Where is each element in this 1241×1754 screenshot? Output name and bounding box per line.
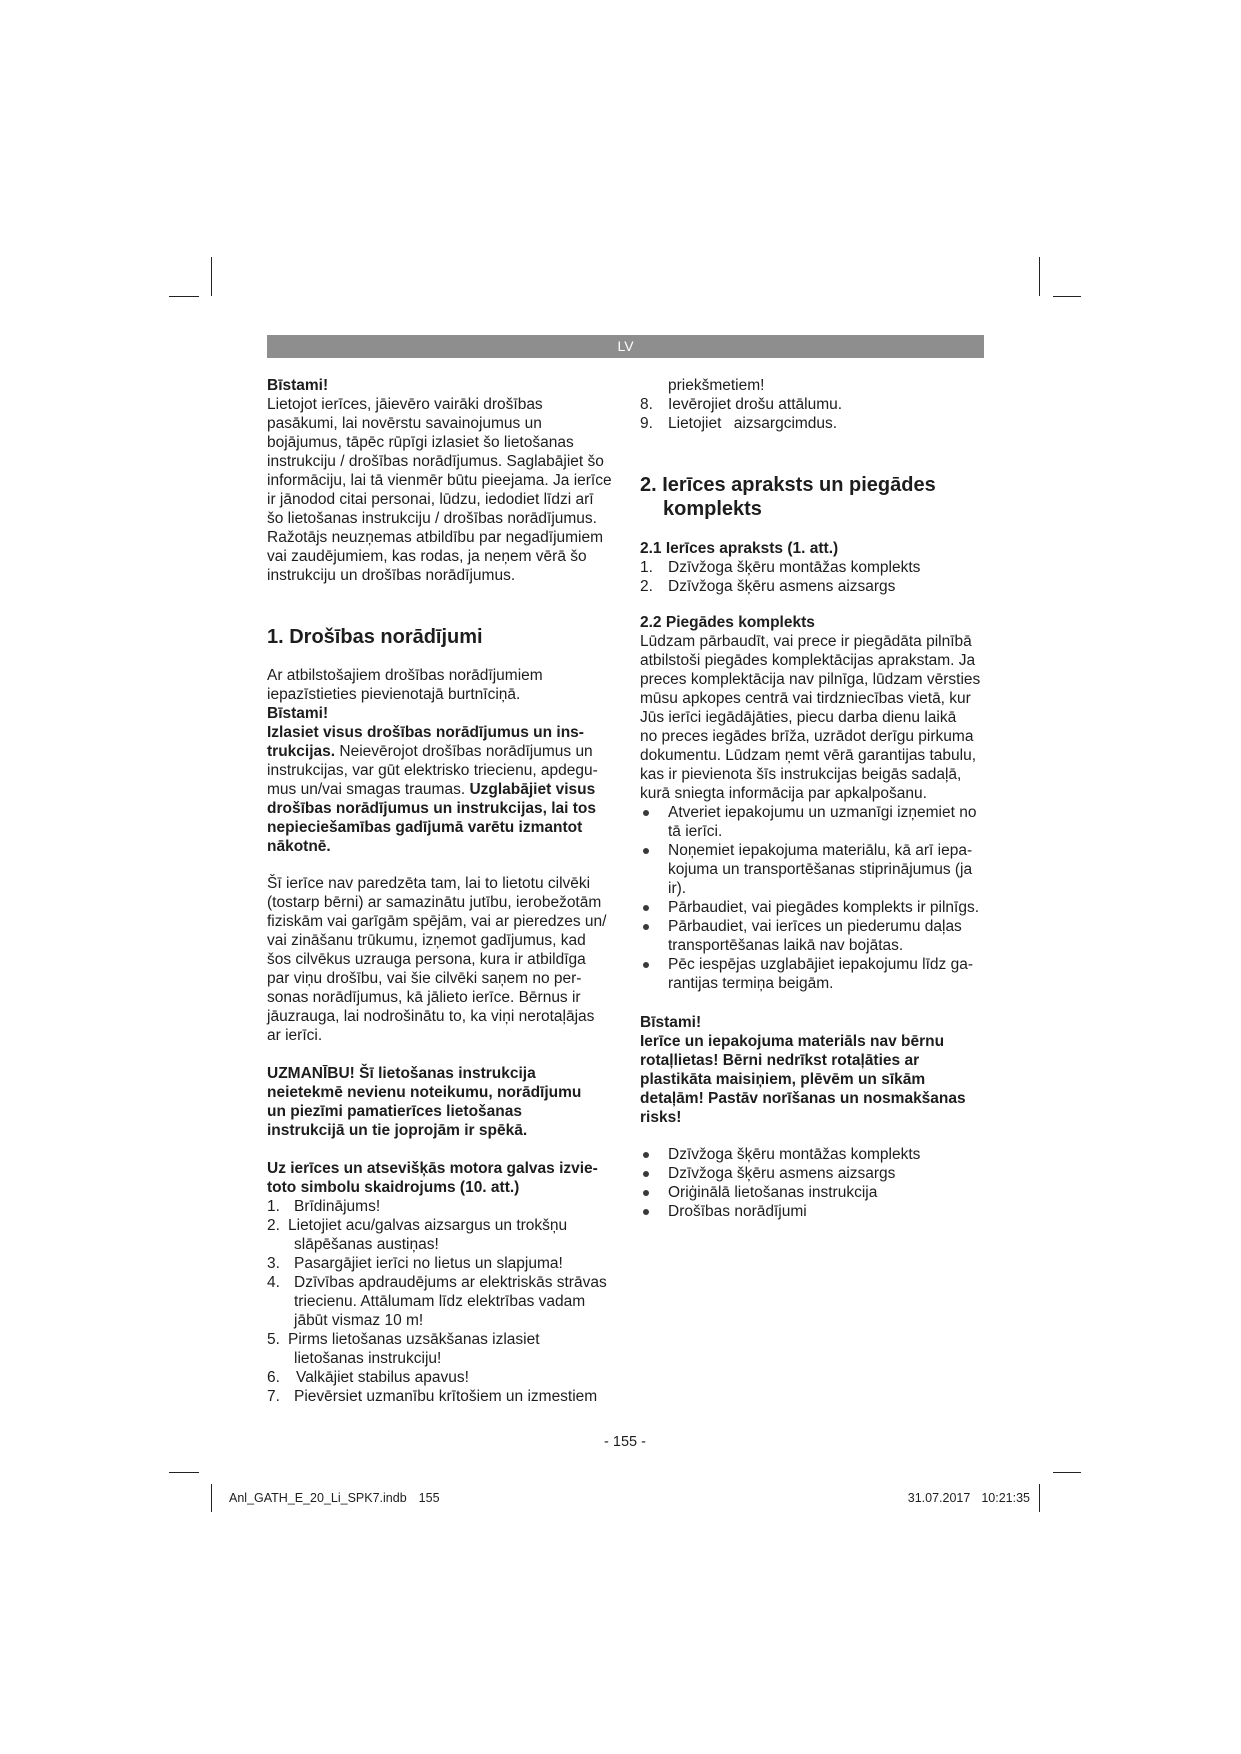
list-item [640,414,984,433]
list-number: 7. [267,1388,280,1405]
text-line: fiziskām vai garīgām spējām, vai ar pieredzes un/ [267,913,607,930]
list-number: 2. [640,578,653,595]
crop-mark-bottom-left-horizontal [169,1472,199,1473]
symbols-title: Uz ierīces un atsevišķās motora galvas izvie- [267,1160,598,1177]
warning-title: Bīstami! [267,705,329,722]
crop-mark-top-right-horizontal [1053,296,1081,297]
list-number: 1. [267,1198,280,1215]
list-item [640,558,984,577]
bold-text: Uzglabājiet visus [469,781,596,798]
page-number: - 155 - [604,1434,646,1450]
bullet-text-continued: rantijas termiņa beigām. [668,975,834,992]
text-line: ir jānodod citai personai, lūdzu, iedodiet līdzi arī [267,491,594,508]
list-number: 5. [267,1331,280,1348]
text-line: vai zaudējumiem, kas rodas, ja neņem vērā šo [267,548,587,565]
text-line: atbilstoši piegādes komplektācijas aprakstam. Ja [640,652,976,669]
print-date: 31.07.2017 [907,1491,971,1505]
list-text: Lietojiet acu/galvas aizsargus un trokšņu [288,1217,568,1234]
text-line: Jūs ierīci iegādājāties, piecu darba dienu laikā [640,709,957,726]
attention-paragraph [267,1064,617,1140]
list-text: Valkājiet stabilus apavus! [296,1369,469,1386]
bullet-text-continued: tā ierīci. [668,823,723,840]
list-text: Brīdinājums! [294,1198,381,1215]
list-text-continued: slāpēšanas austiņas! [294,1236,439,1253]
device-description [640,539,984,596]
text-line: (tostarp bērni) ar samazinātu jutību, ierobežotām [267,894,602,911]
list-item [267,1216,617,1235]
text-line: detaļām! Pastāv norīšanas un nosmakšanas [640,1090,966,1107]
crop-mark-top-left-horizontal [169,296,199,297]
bullet-text-continued: ir). [668,880,687,897]
bullet-text: Pārbaudiet, vai ierīces un piederumu daļas [668,918,962,935]
bullet-text: Dzīvžoga šķēru montāžas komplekts [668,1146,921,1163]
text-line: Ierīce un iepakojuma materiāls nav bērnu [640,1033,945,1050]
crop-mark-bottom-right-horizontal [1053,1472,1081,1473]
bullet-text: Noņemiet iepakojuma materiālu, kā arī iepa- [668,842,973,859]
text-line: ar ierīci. [267,1027,323,1044]
list-number: 3. [267,1255,280,1272]
bullet-item [640,803,984,822]
list-text: Pievērsiet uzmanību krītošiem un izmestiem [294,1388,598,1405]
bullet-text: Atveriet iepakojumu un uzmanīgi izņemiet no [668,804,977,821]
bold-text: trukcijas. [267,743,336,760]
list-text-continued: triecienu. Attālumam līdz elektrības vadam [294,1293,586,1310]
section-heading: 1. Drošības norādījumi [267,626,483,648]
list-text: Ievērojiet drošu attālumu. [668,396,843,413]
text-line: bojājumus, tāpēc rūpīgi izlasiet šo lietošanas [267,434,574,451]
section-heading [640,473,984,521]
list-item [640,395,984,414]
bullet-text: Drošības norādījumi [668,1203,807,1220]
text-line: mūsu apkopes centrā vai tirdzniecības vietā, kur [640,690,971,707]
subsection-title: 2.1 Ierīces apraksts (1. att.) [640,540,839,557]
bullet-icon [643,962,649,968]
text-line: Ar atbilstošajiem drošības norādījumiem [267,667,543,684]
subsection-title: 2.2 Piegādes komplekts [640,614,815,631]
list-item [640,577,984,596]
text-line: sonas norādījumus, kā jālieto ierīce. Bērnus ir [267,989,581,1006]
text-line: rotaļlietas! Bērni nedrīkst rotaļāties ar [640,1052,920,1069]
bullet-text: Pēc iespējas uzglabājiet iepakojumu līdz ga- [668,956,974,973]
text-line: un piezīmi pamatierīces lietošanas [267,1103,522,1120]
list-text: Dzīvžoga šķēru asmens aizsargs [668,578,896,595]
text-line: informāciju, lai tā vienmēr būtu pieejama. Ja ierīce [267,472,612,489]
text-line: drošības norādījumus un instrukcijas, lai tos [267,800,597,817]
text-line: šo lietošanas instrukciju / drošības norādījumus. [267,510,597,527]
list-text: Pasargājiet ierīci no lietus un slapjuma! [294,1255,563,1272]
text-line: par viņu drošību, vai šie cilvēki saņem no per- [267,970,582,987]
text-line: instrukciju / drošības norādījumus. Saglabājiet šo [267,453,604,470]
crop-mark-bottom-left-vertical [211,1484,212,1512]
symbols-title: toto simbolu skaidrojums (10. att.) [267,1179,520,1196]
text-line: preces komplektācija nav pilnīga, lūdzam vērsties [640,671,981,688]
text-line: no preces iegādes brīža, uzrādot derīgu pirkuma [640,728,974,745]
bullet-icon [643,848,649,854]
list-item [267,1368,617,1387]
list-item [267,1387,617,1406]
scope-of-delivery [640,613,984,993]
text-line: nākotnē. [267,838,331,855]
bullet-icon [643,810,649,816]
text-line: pasākumi, lai novērstu savainojumus un [267,415,542,432]
bullet-text-continued: kojuma un transportēšanas stiprinājumus (ja [668,861,973,878]
text-line: instrukciju un drošības norādījumus. [267,567,516,584]
text-line: kas ir pievienota šīs instrukcijas beigās sadaļā, [640,766,962,783]
list-text-continued: jābūt vismaz 10 m! [294,1312,424,1329]
bullet-item [640,1202,984,1221]
text-line: UZMANĪBU! Šī lietošanas instrukcija [267,1065,536,1082]
bullet-item [640,1183,984,1202]
bullet-item [640,898,984,917]
warning-title: Bīstami! [267,377,329,394]
text-line: jāuzrauga, lai nodrošinātu to, ka viņi nerotaļājas [267,1008,595,1025]
text-line: nepieciešamības gadījumā varētu izmantot [267,819,583,836]
text-line: kurā sniegta informācija par apkalpošanu. [640,785,927,802]
bullet-item [640,1164,984,1183]
text-line: vai zināšanu trūkumu, izņemot gadījumus, kad [267,932,586,949]
bullet-text: Pārbaudiet, vai piegādes komplekts ir pilnīgs. [668,899,980,916]
bullet-icon [643,924,649,930]
text-line: Lūdzam pārbaudīt, vai prece ir piegādāta pilnībā [640,633,972,650]
text-line: Lietojot ierīces, jāievēro vairāki drošības [267,396,543,413]
text-line [267,742,617,761]
text-line: instrukcijas, var gūt elektrisko triecienu, apdegu- [267,762,598,779]
warning-title: Bīstami! [640,1014,702,1031]
text-line: Izlasiet visus drošības norādījumus un ins- [267,724,584,741]
bullet-text: Dzīvžoga šķēru asmens aizsargs [668,1165,896,1182]
list-number: 1. [640,559,653,576]
text-line: Ražotājs neuzņemas atbildību par negadījumiem [267,529,604,546]
children-notice-paragraph [267,874,617,1045]
list-number: 9. [640,415,653,432]
bullet-icon [643,1190,649,1196]
package-contents-list [640,1145,984,1221]
text-line: dokumentu. Lūdzam ņemt vērā garantijas tabulu, [640,747,977,764]
symbols-explanation [267,1159,617,1406]
list-number: 8. [640,396,653,413]
symbols-explanation-continued [640,376,984,433]
bullet-item [640,917,984,936]
list-text-continued: priekšmetiem! [668,377,765,394]
normal-text: Neievērojot drošības norādījumus un [339,743,593,760]
text-line: instrukcijā un tie joprojām ir spēkā. [267,1122,528,1139]
file-page: 155 [418,1491,440,1505]
safety-instructions-paragraph [267,666,617,856]
normal-text: mus un/vai smagas traumas. [267,781,466,798]
bullet-item [640,1145,984,1164]
print-time: 10:21:35 [981,1491,1030,1505]
text-line: risks! [640,1109,682,1126]
list-item [267,1273,617,1292]
text-line: iepazīstieties pievienotajā burtnīciņā. [267,686,521,703]
bullet-icon [643,905,649,911]
list-item [267,1330,617,1349]
crop-mark-top-left-vertical [211,257,212,296]
text-line: neietekmē nevienu noteikumu, norādījumu [267,1084,582,1101]
language-header-bar [267,335,984,358]
language-label: LV [617,338,634,354]
bullet-icon [643,1209,649,1215]
file-name: Anl_GATH_E_20_Li_SPK7.indb [229,1491,407,1505]
list-text-continued: lietošanas instrukciju! [294,1350,442,1367]
list-text: Dzīvības apdraudējums ar elektriskās strāvas [294,1274,607,1291]
list-number: 2. [267,1217,280,1234]
text-line [267,780,617,799]
intro-warning [267,376,617,585]
print-footer-timestamp [908,1490,1030,1506]
bullet-text: Oriģinālā lietošanas instrukcija [668,1184,878,1201]
bullet-icon [643,1152,649,1158]
section-heading-line: komplekts [663,498,762,520]
crop-mark-bottom-right-vertical [1039,1484,1040,1512]
list-text: Lietojiet aizsargcimdus. [668,415,838,432]
bullet-item [640,955,984,974]
text-line: plastikāta maisiņiem, plēvēm un sīkām [640,1071,926,1088]
list-item [267,1197,617,1216]
bullet-item [640,841,984,860]
list-text: Pirms lietošanas uzsākšanas izlasiet [288,1331,540,1348]
list-number: 4. [267,1274,280,1291]
list-text: Dzīvžoga šķēru montāžas komplekts [668,559,921,576]
list-number: 6. [267,1369,280,1386]
list-item [267,1254,617,1273]
crop-mark-top-right-vertical [1039,257,1040,296]
section-heading-line: 2. Ierīces apraksts un piegādes [640,474,936,496]
text-line: Šī ierīce nav paredzēta tam, lai to lietotu cilvēki [267,875,591,892]
bullet-icon [643,1171,649,1177]
bullet-text-continued: transportēšanas laikā nav bojātas. [668,937,904,954]
text-line: šos cilvēkus uzrauga persona, kura ir atbildīga [267,951,586,968]
packaging-warning [640,1013,984,1127]
print-footer-file [229,1490,440,1506]
